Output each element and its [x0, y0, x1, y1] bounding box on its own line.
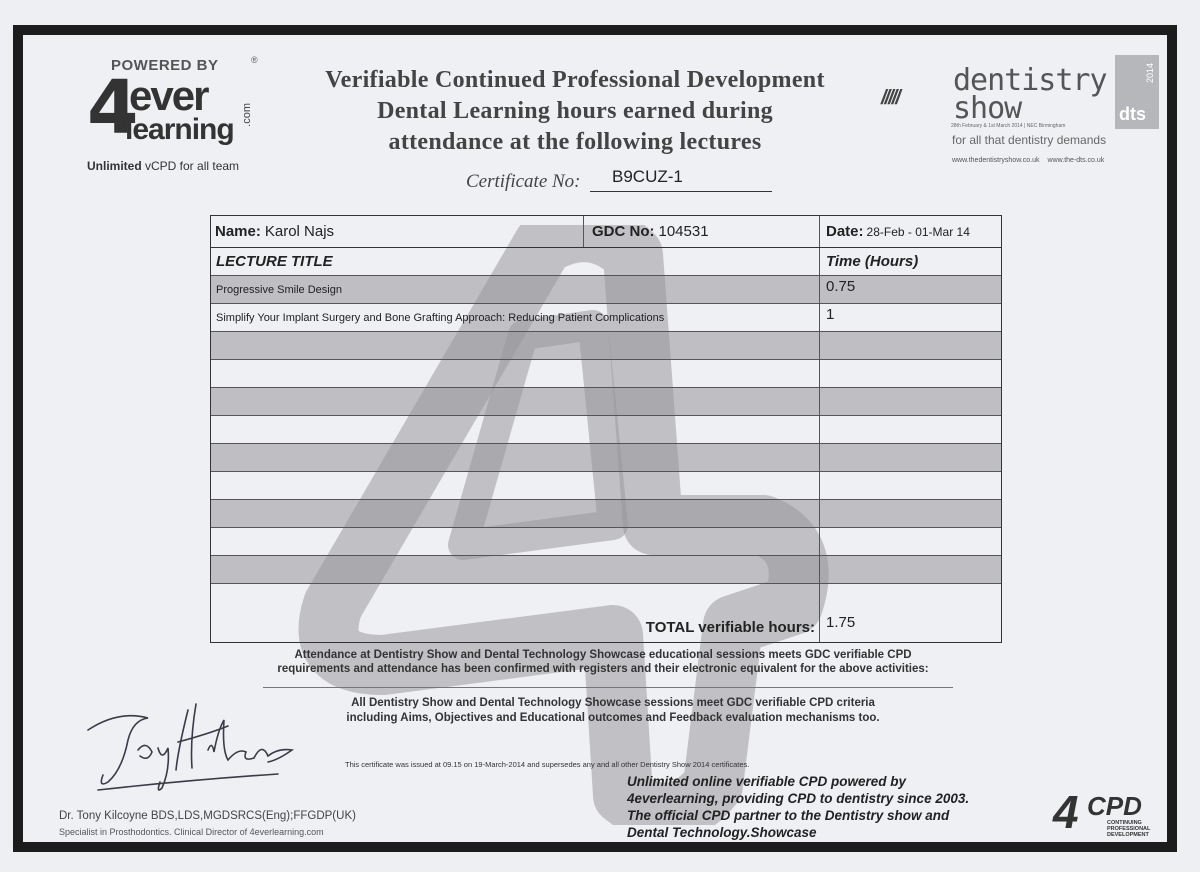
certificate-heading	[285, 65, 865, 158]
lecture-title	[211, 360, 820, 387]
heading-line-2: Dental Learning hours earned during	[377, 98, 773, 124]
lecture-row	[211, 556, 1001, 584]
dts-badge-text: dts	[1119, 104, 1146, 124]
lecture-hours: 1	[826, 306, 835, 323]
lecture-hours	[820, 332, 1001, 359]
lecture-title	[211, 472, 820, 499]
lecture-title	[211, 388, 820, 415]
dentistry-show-tagline: for all that dentistry demands	[952, 133, 1107, 147]
dts-badge	[1115, 55, 1159, 129]
total-row	[211, 612, 1001, 642]
total-hours-label: TOTAL verifiable hours:	[211, 612, 820, 642]
column-header-row	[211, 248, 1001, 276]
lecture-row	[211, 332, 1001, 360]
logo-learning-text: learning	[125, 113, 234, 146]
lecture-row	[211, 584, 1001, 612]
lecture-hours	[820, 472, 1001, 499]
attendee-info-row	[211, 216, 1001, 248]
lecture-title	[211, 500, 820, 527]
lecture-title: Simplify Your Implant Surgery and Bone Grafting Approach: Reducing Patient Complications	[211, 304, 820, 331]
lecture-hours	[820, 556, 1001, 583]
logo-com-text: .com	[241, 103, 253, 127]
gdc-number-cell: GDC No: 104531	[584, 216, 820, 247]
lecture-hours	[820, 500, 1001, 527]
powered-by-text: POWERED BY	[111, 57, 219, 74]
signatory-name: Dr. Tony Kilcoyne BDS,LDS,MGDSRCS(Eng);FFGDP(UK)	[59, 810, 356, 822]
lecture-title	[211, 332, 820, 359]
lecture-row	[211, 304, 1001, 332]
lecture-hours: 0.75	[826, 278, 856, 295]
dentistry-show-urls: www.thedentistryshow.co.uk www.the-dts.co.uk	[952, 157, 1105, 164]
dts-year: 2014	[1145, 63, 1155, 84]
cpd-logo-text: CPD	[1087, 791, 1142, 821]
lecture-row	[211, 360, 1001, 388]
certificate-number-value: B9CUZ-1	[590, 167, 772, 192]
lecture-hours	[820, 360, 1001, 387]
4everlearning-logo	[53, 53, 258, 173]
lecture-hours	[820, 444, 1001, 471]
lectures-table	[210, 215, 1002, 643]
lecture-title	[211, 584, 820, 612]
criteria-statement: All Dentistry Show and Dental Technology Showcase sessions meet GDC verifiable CPD criteria including Aims, Objectives and Educational outcomes and Feedback evaluation mechanisms too.	[346, 697, 880, 724]
lecture-hours	[820, 388, 1001, 415]
brand-tagline: Unlimited vCPD for all team	[87, 159, 240, 173]
divider	[263, 687, 953, 688]
time-hours-header: Time (Hours)	[826, 253, 919, 270]
lecture-title-header: LECTURE TITLE	[211, 248, 820, 275]
lecture-row	[211, 388, 1001, 416]
issued-note: This certificate was issued at 09.15 on 19-March-2014 and supersedes any and all other Dentistry Show 2014 certificates.	[345, 760, 750, 769]
heading-line-3: attendance at the following lectures	[388, 129, 762, 155]
total-hours-value: 1.75	[826, 614, 856, 631]
lecture-hours	[820, 584, 1001, 612]
cpd-logo-subtext: CONTINUING PROFESSIONAL DEVELOPMENT	[1107, 820, 1151, 838]
lecture-row	[211, 276, 1001, 304]
heading-line-1: Verifiable Continued Professional Development	[325, 67, 825, 93]
lecture-title	[211, 528, 820, 555]
attendance-statement: Attendance at Dentistry Show and Dental Technology Showcase educational sessions meets GDC verifiable CPD requirements and attendance has been confirmed with registers and their electronic equivalent for the above activities:	[277, 649, 929, 675]
lecture-hours	[820, 528, 1001, 555]
date-cell: Date: 28-Feb - 01-Mar 14	[826, 223, 970, 240]
gdc-number: 104531	[658, 223, 709, 240]
dentistry-show-logo: dentistry show	[953, 63, 1107, 126]
lecture-row	[211, 416, 1001, 444]
signature	[78, 690, 308, 800]
lecture-title	[211, 416, 820, 443]
dentistry-show-slashes: /////	[881, 87, 899, 109]
lecture-row	[211, 472, 1001, 500]
lecture-title: Progressive Smile Design	[211, 276, 820, 303]
cpd-promo-text: Unlimited online verifiable CPD powered by 4everlearning, providing CPD to dentistry since 2003. The official CPD partner to the Dentistry show and Dental Technology.Showcase	[627, 774, 970, 840]
date-value: 28-Feb - 01-Mar 14	[866, 224, 970, 239]
4cpd-logo	[1053, 786, 1163, 843]
logo-4-mark: 4	[87, 65, 135, 151]
attendee-name-cell: Name: Karol Najs	[211, 216, 584, 247]
certificate-number-label: Certificate No:	[466, 171, 581, 192]
certificate-frame	[13, 25, 1177, 852]
dentistry-show-dates: 28th February & 1st March 2014 | NEC Birmingham	[951, 123, 1066, 129]
lecture-row	[211, 444, 1001, 472]
logo-ever-text: ever	[129, 72, 208, 119]
signatory-title: Specialist in Prosthodontics. Clinical Director of 4everlearning.com	[59, 827, 324, 837]
lecture-row	[211, 500, 1001, 528]
registered-mark: ®	[251, 55, 258, 65]
lecture-hours	[820, 416, 1001, 443]
lecture-title	[211, 444, 820, 471]
lecture-title	[211, 556, 820, 583]
cpd-logo-4: 4	[1053, 786, 1079, 838]
lecture-row	[211, 528, 1001, 556]
attendee-name: Karol Najs	[264, 223, 335, 240]
